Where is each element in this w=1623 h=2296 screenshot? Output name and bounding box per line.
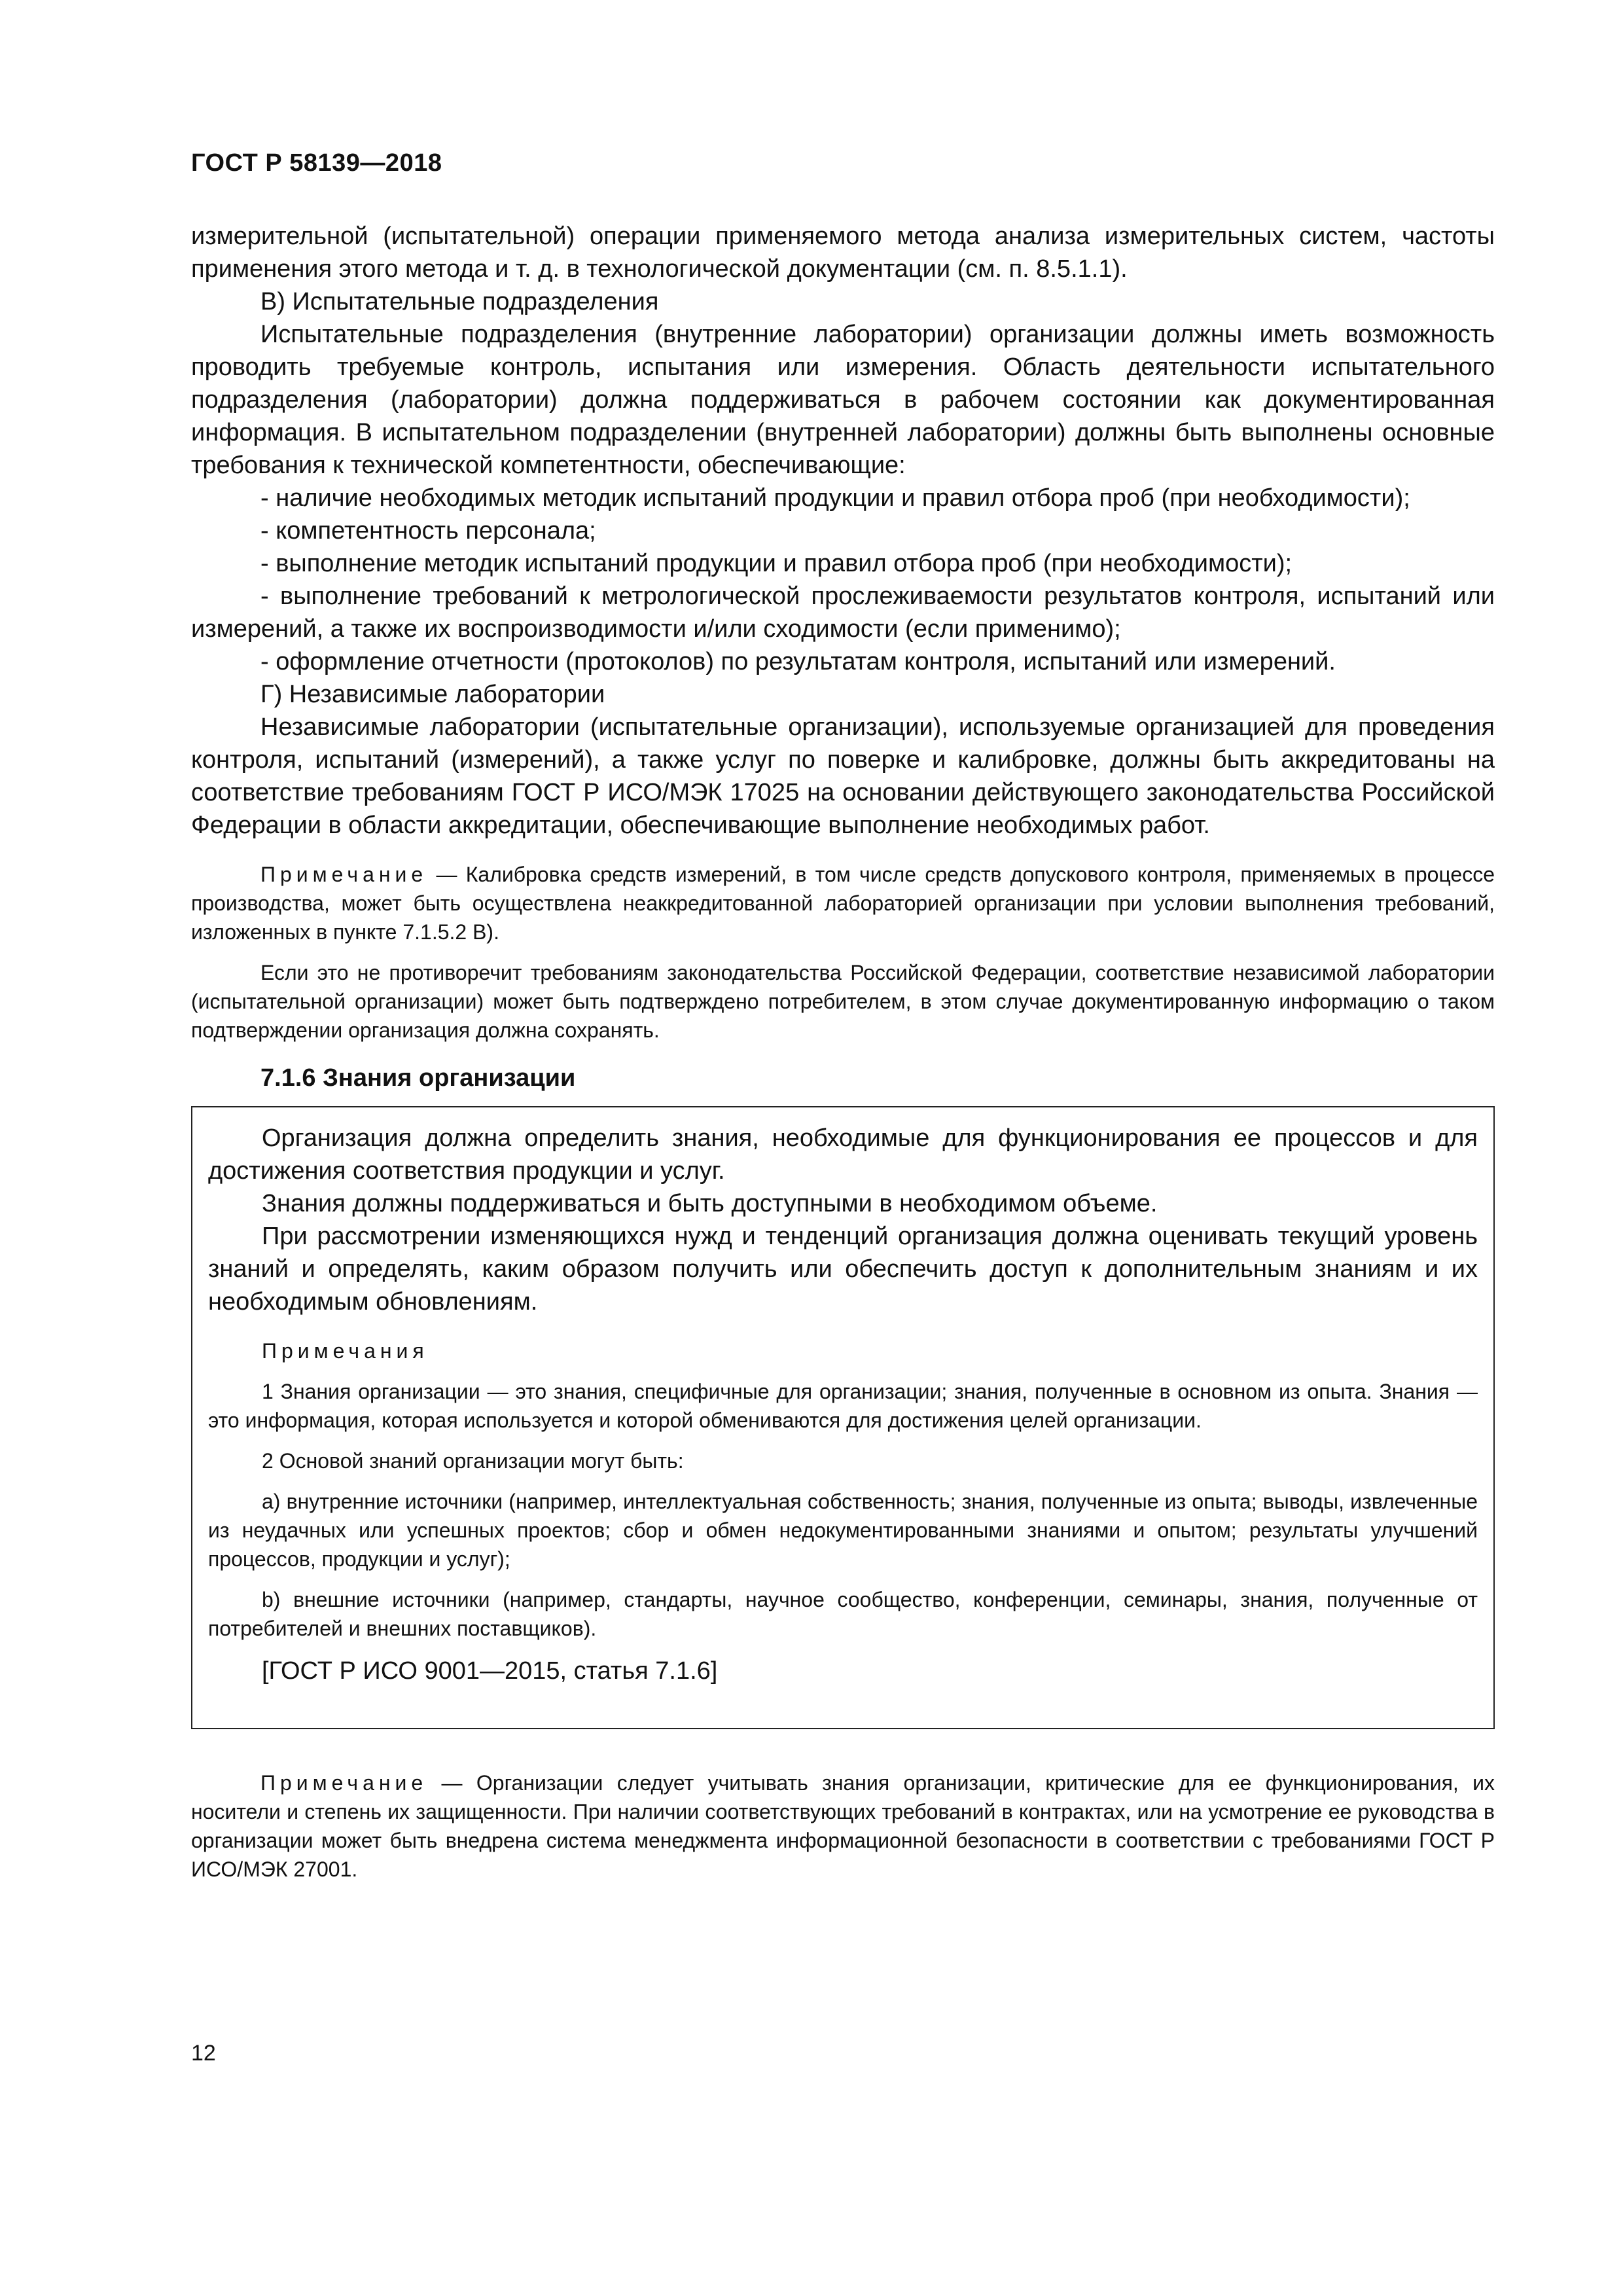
final-note-text: — Организации следует учитывать знания организации, критические для ее функционирования, их носители и степень их защищенности. При наличии соответствующих требований в контрактах, или на усмотрение ее руководства в организации может быть внедрена система менеджмента информационной безопасности в соответствии с требованиями ГОСТ Р ИСО/МЭК 27001. (191, 1771, 1495, 1881)
box-reference: [ГОСТ Р ИСО 9001—2015, статья 7.1.6] (262, 1657, 718, 1685)
box-paragraph: При рассмотрении изменяющихся нужд и тенденций организация должна оценивать текущий уровень знаний и определять, каким образом получить или обеспечить доступ к дополнительным знаниям и их необходимым обновлениям. (208, 1223, 1478, 1316)
box-paragraph: Знания должны поддерживаться и быть доступными в необходимом объеме. (262, 1190, 1158, 1217)
bullet-item: - выполнение методик испытаний продукции и правил отбора проб (при необходимости); (260, 550, 1293, 577)
subsection-title-g: Г) Независимые лаборатории (260, 681, 605, 708)
final-note-label: Примечание (260, 1771, 428, 1795)
box-note-2b: b) внешние источники (например, стандарты, научное сообщество, конференции, семинары, знания, полученные от потребителей и внешних поставщиков). (208, 1588, 1478, 1640)
page-number: 12 (191, 2041, 216, 2066)
bullet-item: - компетентность персонала; (260, 517, 596, 545)
page-content (191, 220, 1495, 1884)
paragraph-test-units: Испытательные подразделения (внутренние лаборатории) организации должны иметь возможность проводить требуемые контроль, испытания или измерения. Область деятельности испытательного подразделения (лаборатории) должна поддерживаться в рабочем состоянии как документированная информация. В испытательном подразделении (внутренней лаборатории) должны быть выполнены основные требования к технической компетентности, обеспечивающие: (191, 321, 1495, 479)
paragraph-continuation: измерительной (испытательной) операции применяемого метода анализа измерительных систем, частоты применения этого метода и т. д. в технологической документации (см. п. 8.5.1.1). (191, 223, 1495, 283)
section-heading: 7.1.6 Знания организации (260, 1064, 576, 1092)
box-notes-label: Примечания (262, 1339, 429, 1363)
box-note-2: 2 Основой знаний организации могут быть: (262, 1449, 684, 1473)
bullet-item: - наличие необходимых методик испытаний продукции и правил отбора проб (при необходимости); (260, 484, 1410, 512)
subsection-title-v: В) Испытательные подразделения (260, 288, 659, 315)
final-note (191, 1768, 1495, 1884)
box-note-2a: a) внутренние источники (например, интеллектуальная собственность; знания, полученные из опыта; выводы, извлеченные из неудачных или успешных проектов; сбор и обмен недокументированными знаниями и опытом; результаты улучшений процессов, продукции и услуг); (208, 1490, 1478, 1571)
note-text: — Калибровка средств измерений, в том числе средств допускового контроля, применяемых в процессе производства, может быть осуществлена неаккредитованной лабораторией организации при условии выполнения требований, изложенных в пункте 7.1.5.2 В). (191, 863, 1495, 944)
bullet-item: - выполнение требований к метрологической прослеживаемости результатов контроля, испытаний или измерений, а также их воспроизводимости и/или сходимости (если применимо); (191, 583, 1495, 643)
box-note-1: 1 Знания организации — это знания, специфичные для организации; знания, полученные в основном из опыта. Знания — это информация, которая используется и которой обмениваются для достижения целей организации. (208, 1380, 1478, 1432)
note-calibration (191, 860, 1495, 946)
note-label: Примечание (260, 863, 428, 886)
box-paragraph: Организация должна определить знания, необходимые для функционирования ее процессов и для достижения соответствия продукции и услуг. (208, 1124, 1478, 1185)
note-consumer-confirmation: Если это не противоречит требованиям законодательства Российской Федерации, соответствие независимой лаборатории (испытательной организации) может быть подтверждено потребителем, в этом случае документированную информацию о таком подтверждении организация должна сохранять. (191, 961, 1495, 1042)
paragraph-independent-labs: Независимые лаборатории (испытательные организации), используемые организацией для проведения контроля, испытаний (измерений), а также услуг по поверке и калибровке, должны быть аккредитованы на соответствие требованиям ГОСТ Р ИСО/МЭК 17025 на основании действующего законодательства Российской Федерации в области аккредитации, обеспечивающие выполнение необходимых работ. (191, 713, 1495, 839)
standard-header: ГОСТ Р 58139—2018 (191, 149, 442, 177)
bullet-item: - оформление отчетности (протоколов) по результатам контроля, испытаний или измерений. (260, 648, 1336, 675)
quoted-requirement-box (191, 1106, 1495, 1729)
